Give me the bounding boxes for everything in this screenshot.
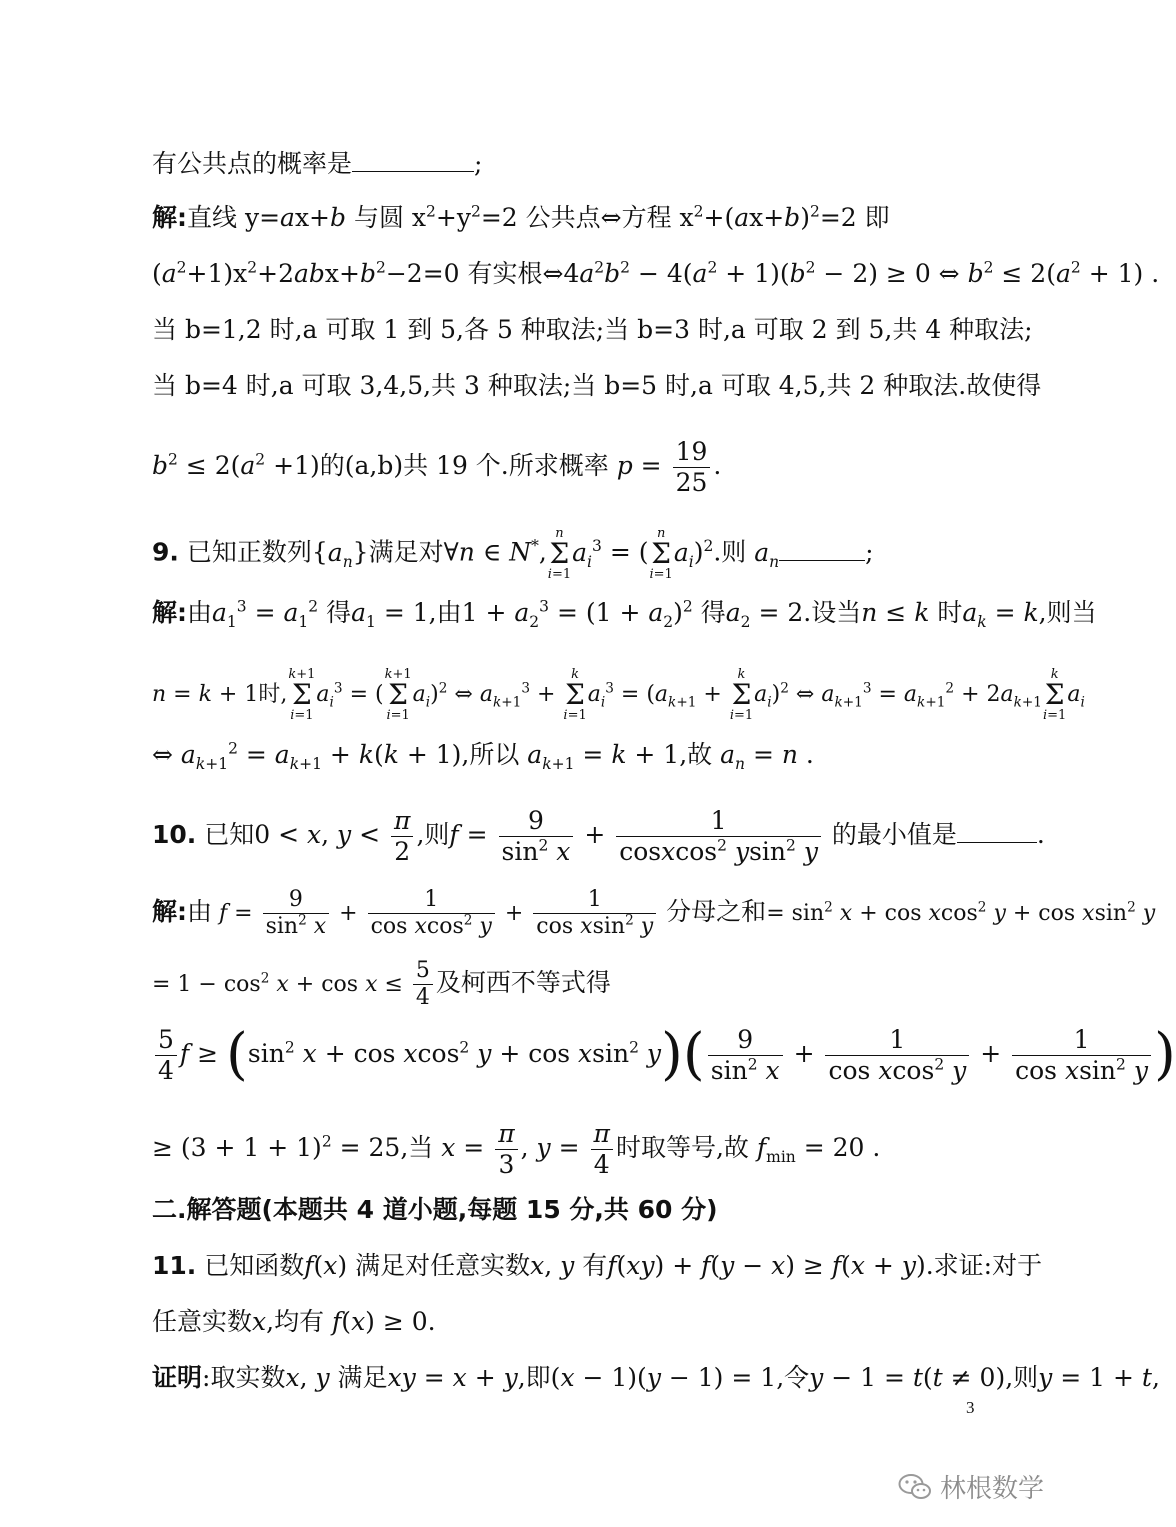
q11-proof-line-1: 证明:取实数x, y 满足xy = x + y,即(x − 1)(y − 1) = 1,令y − 1 = t(t ≠ 0),则y = 1 + t, bbox=[152, 1363, 1160, 1392]
line-2: 解:直线 y=ax+b 与圆 $x^2+y^2=2$ 公共点⇔方程 $x^2+(ax+b)^2=2$ 即 bbox=[152, 202, 890, 232]
watermark bbox=[898, 1468, 1044, 1505]
line-1: 有公共点的概率是 ; bbox=[152, 145, 482, 181]
q10-solution-line-3: $\frac{5}{4}$ $f \ge (\sin^2$ x + cos xcos$^2$ y + cos xsin$^2$ y)( $\frac{9}{\sin^2 x}$ + $\frac{1}{\cos xcos^2 y}$ + $\frac{1}{\cos xsin^2 y}$ ) bbox=[152, 1025, 1176, 1086]
q9-solution-line-2: n = k + 1时,k+1 Σ $i=1a_i^3 = (k+1$ Σ $i=1a_i)^2$ ⇔ $a_{k+1}^3 + k$ Σ $i=1a_i^3 = (a_{k+1} + k$ Σ $i=1a_i)^2$ ⇔ $a_{k+1}^3 = a_{k+1}^2 + 2a_{k+1}k$ Σ $i=1a_i$ bbox=[152, 667, 1085, 723]
q10-solution-line-4: ≥ $(3 + 1 + 1)^2 = 25$,当 x = $\frac{\pi}{3}$ , y = $\frac{\pi}{4}$ 时取等号,故 $f_{min} = 20$ . bbox=[152, 1119, 881, 1179]
answer-blank[interactable] bbox=[779, 534, 865, 561]
question-number: 10. bbox=[152, 820, 197, 849]
question-10: 10. 已知0 < x, y < $\frac{\pi}{2}$ ,则f = $\frac{9}{\sin^2 x}$ + $\frac{1}{cosxcos^2 ysin^2 y}$ 的最小值是 . bbox=[152, 806, 1045, 866]
line-6: $b^2 \le 2(a^2 +1)$的(a,b)共 19 个.所求概率 p = $\frac{19}{25}$ . bbox=[152, 437, 722, 497]
solution-label: 解: bbox=[152, 203, 187, 232]
answer-blank[interactable] bbox=[957, 816, 1037, 843]
line-4: 当 b=1,2 时,a 可取 1 到 5,各 5 种取法;当 b=3 时,a 可取 2 到 5,共 4 种取法; bbox=[152, 315, 1033, 344]
proof-label: 证明 bbox=[152, 1363, 203, 1392]
question-number: 9. bbox=[152, 537, 179, 567]
line-3: $(a^2+1)x^2+2abx+b^2-2=0$ 有实根$\Leftrightarrow 4a^2b^2 - 4(a^2 + 1)(b^2 - 2) \ge 0$ ⇔ $b^2 \le 2(a^2 + 1)$ . bbox=[152, 258, 1160, 288]
line-5: 当 b=4 时,a 可取 3,4,5,共 3 种取法;当 b=5 时,a 可取 4,5,共 2 种取法.故使得 bbox=[152, 371, 1042, 400]
question-11: 11. 已知函数f(x) 满足对任意实数x, y 有f(xy) + f(y − x) ≥ f(x + y).求证:对于 bbox=[152, 1251, 1043, 1280]
q10-solution-line-1: 解:由 f = $\frac{9}{\sin^2 x}$ + $\frac{1}{\cos xcos^2 y}$ + $\frac{1}{\cos xsin^2 y}$ 分母之和= $\sin^2 x + \cos xcos^2$ y + cos xsin$^2$ y bbox=[152, 887, 1156, 940]
question-number: 11. bbox=[152, 1251, 197, 1280]
watermark-text: 林根数学 bbox=[940, 1474, 1045, 1504]
question-11-line-2: 任意实数x,均有 f(x) ≥ 0. bbox=[152, 1307, 436, 1336]
question-9: 9. 已知正数列$\{a_n\}$满足对∀n ∈ N*,n Σ $i=1a_i^3 = (n$ Σ $i=1a_i)^2$.则 $a_n$ ; bbox=[152, 526, 874, 582]
section-heading: 二.解答题(本题共 4 道小题,每题 15 分,共 60 分) bbox=[152, 1195, 718, 1224]
wechat-icon bbox=[898, 1473, 932, 1501]
q9-solution-line-1: 解:由$a_1^3 = a_1^2$ 得$a_1 = 1$,由$1 + a_2^3 = (1 + a_2)^2$ 得$a_2 = 2$.设当n ≤ k 时$a_k = k$,则当 bbox=[152, 597, 1097, 631]
q10-solution-line-2: = $1 - \cos^2 x + \cos x$ ≤ $\frac{5}{4}$ 及柯西不等式得 bbox=[152, 958, 611, 1011]
text: 有公共点的概率是 bbox=[152, 149, 353, 178]
fraction: $\frac{19}{25}$ bbox=[673, 437, 711, 498]
q9-solution-line-3: ⇔ $a_{k+1}^2 = a_{k+1} + k(k + 1)$,所以 $a_{k+1} = k + 1$,故 $a_n = n$ . bbox=[152, 739, 814, 773]
answer-blank[interactable] bbox=[352, 145, 474, 172]
page-number: 3 bbox=[966, 1398, 975, 1417]
